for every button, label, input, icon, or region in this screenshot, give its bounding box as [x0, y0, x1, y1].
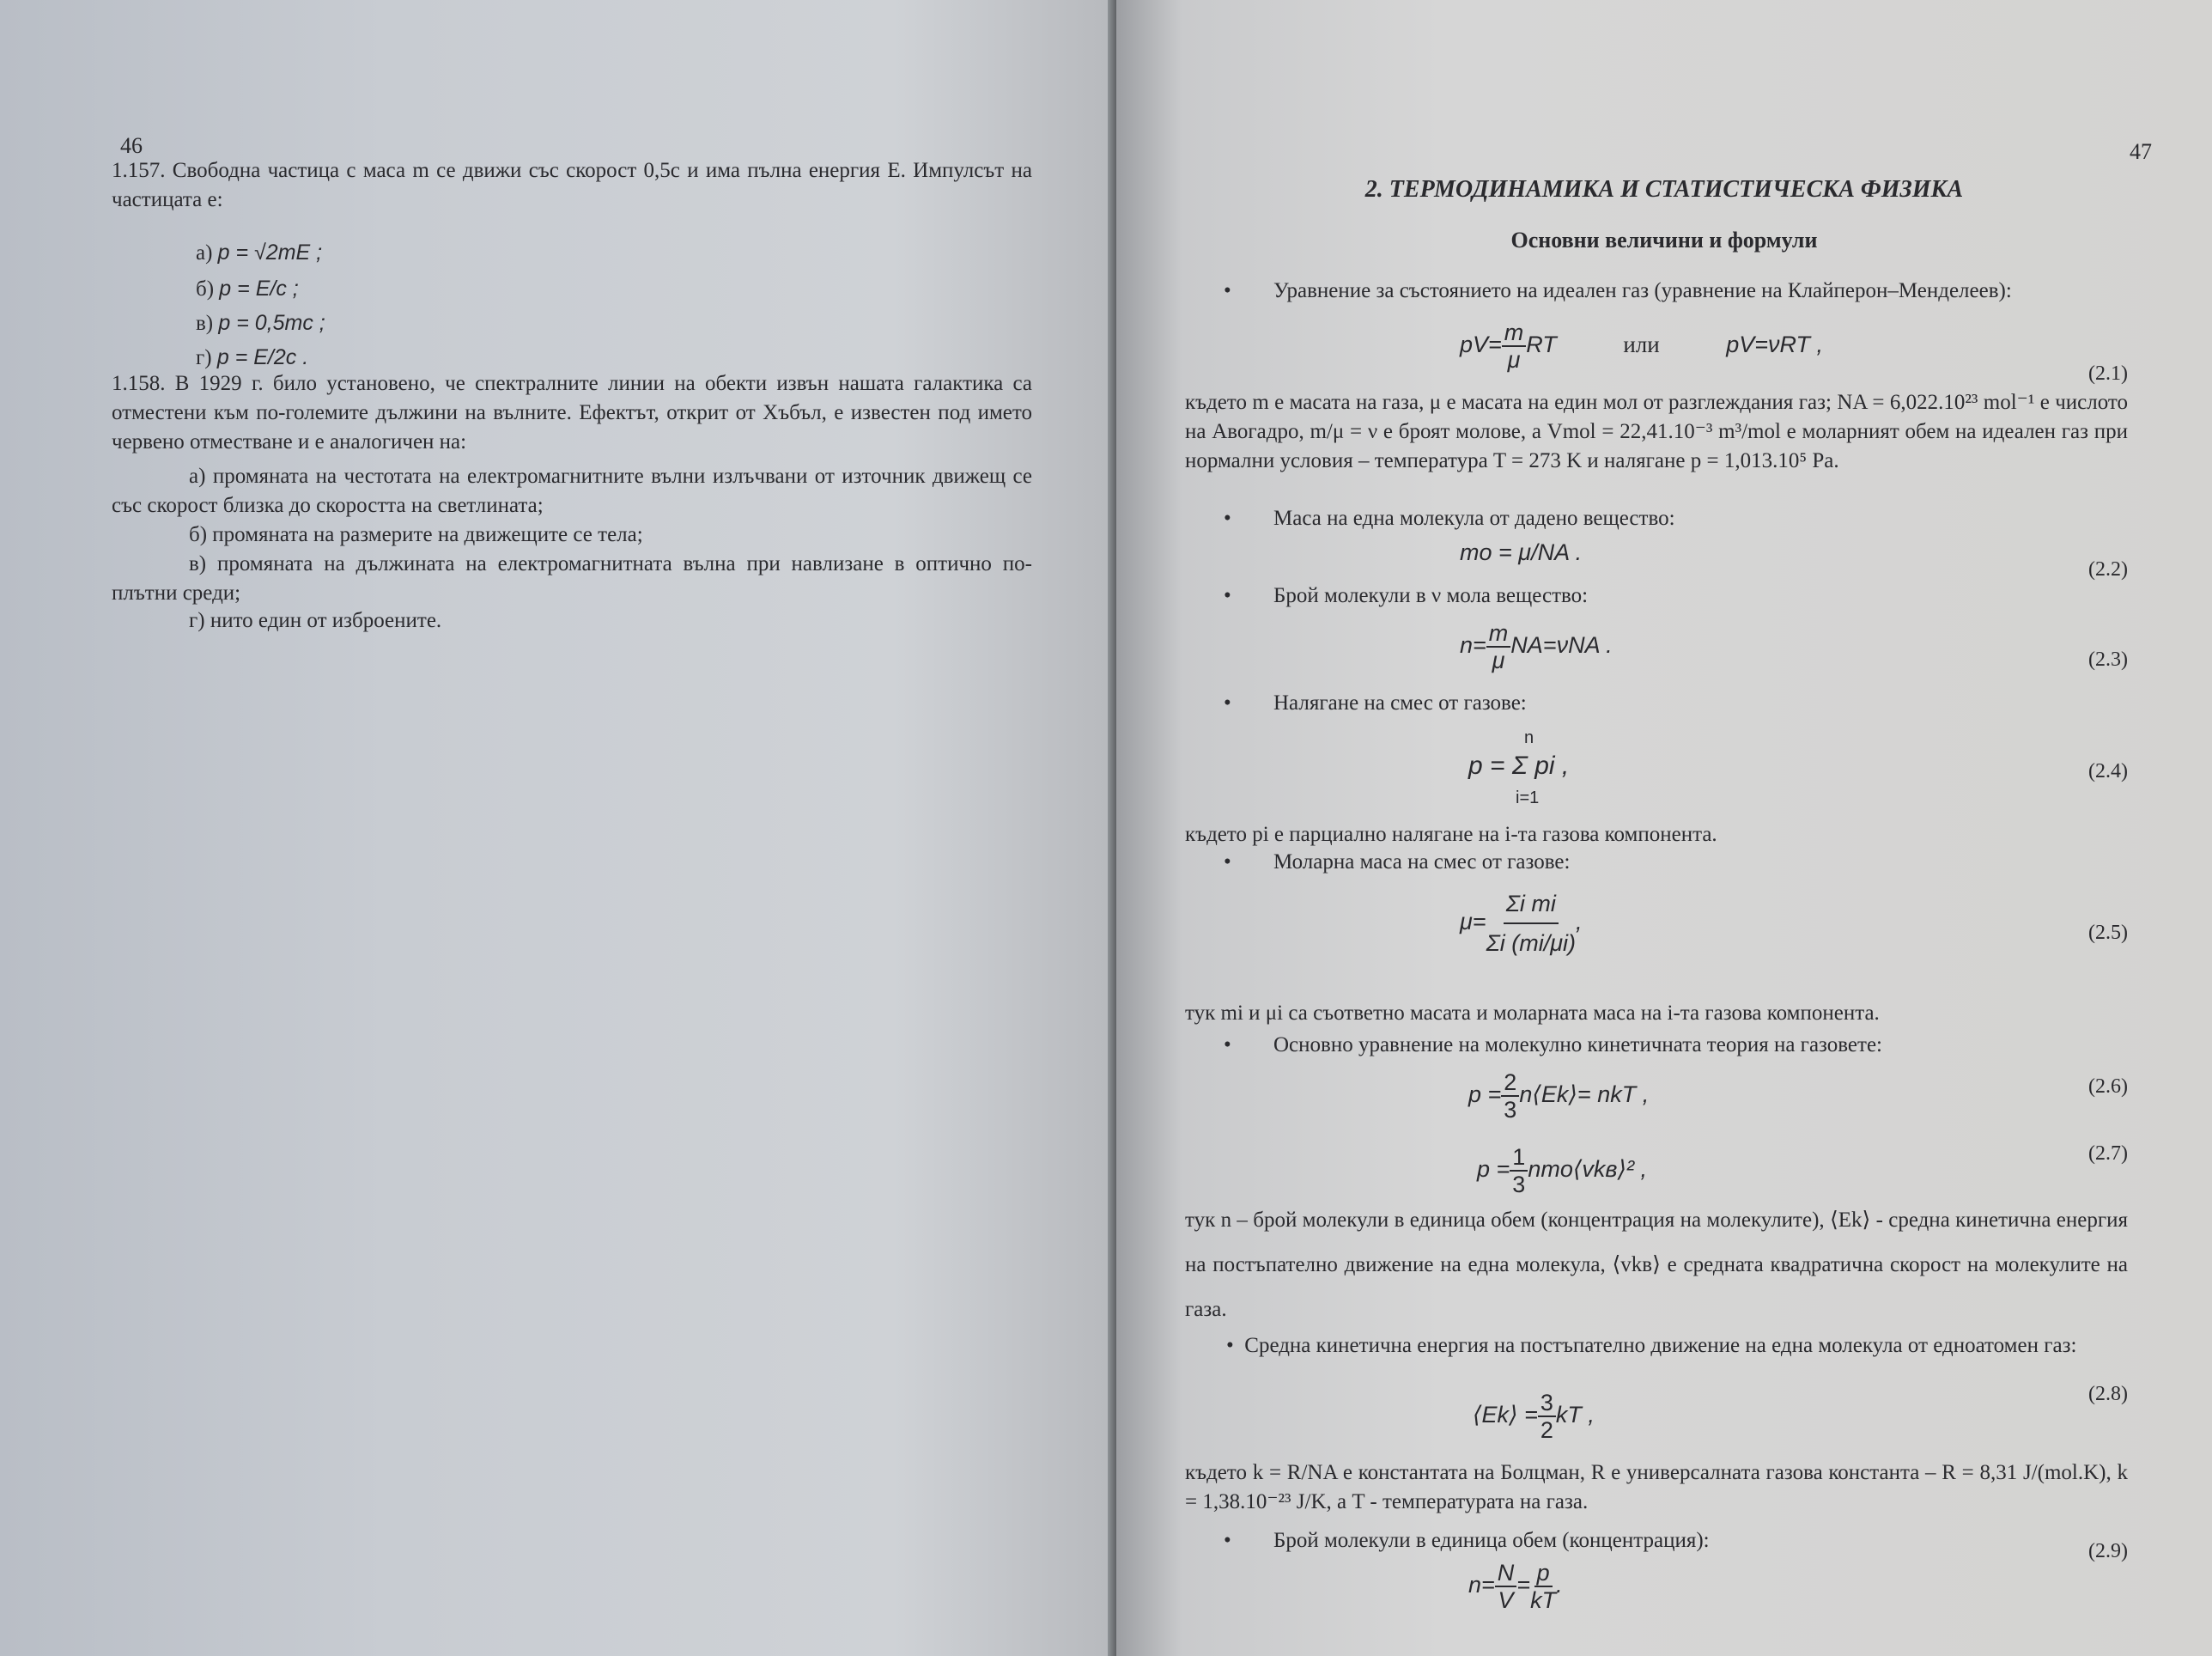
left-page-number: 46 [120, 133, 143, 158]
bullet-molecule-count: • Брой молекули в ν мола вещество: [1224, 584, 1589, 607]
paragraph-boltzmann: където k = R/NA е константата на Болцман, R е универсалната газова константа – R = 8,31 J/(mol.K), k = 1,38.10⁻²³ J/K, а T - температурата на газа. [1185, 1461, 2128, 1513]
paragraph-kinetic-definitions: тук n – брой молекули в единица обем (концентрация на молекулите), ⟨Ek⟩ - средна кинетична енергия на постъпателно движение на една молекула, ⟨vkв⟩ е средната квадратична скорост на молекулите на газа. [1185, 1209, 2128, 1321]
chapter-title: 2. ТЕРМОДИНАМИКА И СТАТИСТИЧЕСКА ФИЗИКА [1364, 176, 1964, 203]
right-page-number: 47 [2130, 139, 2152, 164]
equation-number-2-1: (2.1) [2088, 362, 2128, 385]
q158-option-b: б) промяната на размерите на движещите се тела; [189, 523, 643, 546]
formula-2-2: mo = μ/NA . [1460, 539, 1583, 565]
paragraph-ideal-gas: където m е масата на газа, μ е масата на един мол от разглеждания газ; NA = 6,022.10²³ mol⁻¹ е числото на Авогадро, m/μ = ν е броят молове, а Vmol = 22,41.10⁻³ m³/mol е моларният обем на идеален газ при нормални условия – температура T = 273 K и налягане p = 1,013.10⁵ Pa. [1185, 391, 2128, 472]
equation-number-2-8: (2.8) [2088, 1383, 2128, 1405]
bullet-molar-mass-mixture: • Моларна маса на смес от газове: [1224, 850, 1571, 874]
equation-number-2-5: (2.5) [2088, 922, 2128, 944]
bullet-molecule-mass: • Маса на една молекула от дадено вещество: [1224, 507, 1675, 530]
question-1-158: 1.158. В 1929 г. било установено, че спектралните линии на обекти извън нашата галактика са отместени към по-големите дължини на вълните. Ефектът, открит от Хъбъл, е известен под името червено отместване и е аналогичен на: [112, 372, 1032, 454]
bullet-mixture-pressure: • Налягане на смес от газове: [1224, 691, 1527, 715]
paragraph-molar-mass: тук mi и μi са съответно масата и моларната маса на i-та газова компонента. [1185, 1002, 1880, 1025]
section-title: Основни величини и формули [1510, 228, 1818, 253]
bullet-concentration: • Брой молекули в единица обем (концентрация): [1224, 1529, 1710, 1552]
q157-option-b: б) p = E/c ; [196, 277, 299, 301]
q158-option-a: а) промяната на честотата на електромагнитните вълни излъчвани от източник движещ се със скорост близка до скоростта на светлината; [112, 465, 1032, 517]
formula-2-5: μ= $\frac{\text{Σi mi}}{\Sigma i (mi/\mu i)}$ , [1460, 885, 1583, 962]
formula-2-4-upper-limit: n [1524, 728, 1534, 747]
bullet-kinetic-theory: • Основно уравнение на молекулно кинетичната теория на газовете: [1224, 1033, 1882, 1056]
q158-option-d: г) нито един от изброените. [189, 609, 442, 632]
equation-number-2-2: (2.2) [2088, 558, 2128, 581]
q158-option-c: в) промяната на дължината на електромагнитната вълна при навлизане в оптично по-плътни среди; [112, 552, 1032, 605]
equation-number-2-6: (2.6) [2088, 1075, 2128, 1098]
right-page [1116, 0, 2212, 1656]
formula-2-6: p = $\frac{2}{3}$ n⟨Ek⟩= nkT , [1468, 1069, 1650, 1123]
question-1-157: 1.157. Свободна частица с маса m се движи със скорост 0,5c и има пълна енергия E. Импулсът на частицата е: [112, 159, 1032, 211]
equation-number-2-3: (2.3) [2088, 648, 2128, 671]
equation-number-2-4: (2.4) [2088, 760, 2128, 782]
formula-2-1: pV= $\frac{m}{\mu}$ RT или pV=νRT , [1460, 320, 1824, 373]
q157-option-c: в) p = 0,5mc ; [196, 311, 325, 335]
formula-2-9: n= $\frac{N}{V}$ = $\frac{p}{kT}$ . [1468, 1560, 1563, 1613]
q157-option-d: г) p = E/2c . [196, 345, 309, 369]
formula-2-4-lower-limit: i=1 [1516, 788, 1540, 807]
formula-2-4: p = Σ pi , [1468, 752, 1570, 780]
equation-number-2-9: (2.9) [2088, 1540, 2128, 1562]
q157-option-a: а) p = √2mE ; [196, 240, 323, 265]
formula-2-8: ⟨Ek⟩ = $\frac{3}{2}$ kT , [1473, 1390, 1595, 1443]
bullet-ideal-gas-equation: • Уравнение за състоянието на идеален газ (уравнение на Клайперон–Менделеев): [1224, 279, 2012, 302]
bullet-mean-kinetic-energy: • Средна кинетична енергия на постъпателно движение на една молекула от едноатомен газ: [1226, 1334, 2077, 1357]
formula-2-3: n= $\frac{m}{\mu}$ NA=νNA . [1460, 620, 1613, 673]
equation-number-2-7: (2.7) [2088, 1142, 2128, 1165]
formula-2-7: p = $\frac{1}{3}$ nmo⟨vkв⟩² , [1477, 1144, 1648, 1197]
paragraph-partial-pressure: където pi е парциално налягане на i-та газова компонента. [1185, 823, 1717, 846]
